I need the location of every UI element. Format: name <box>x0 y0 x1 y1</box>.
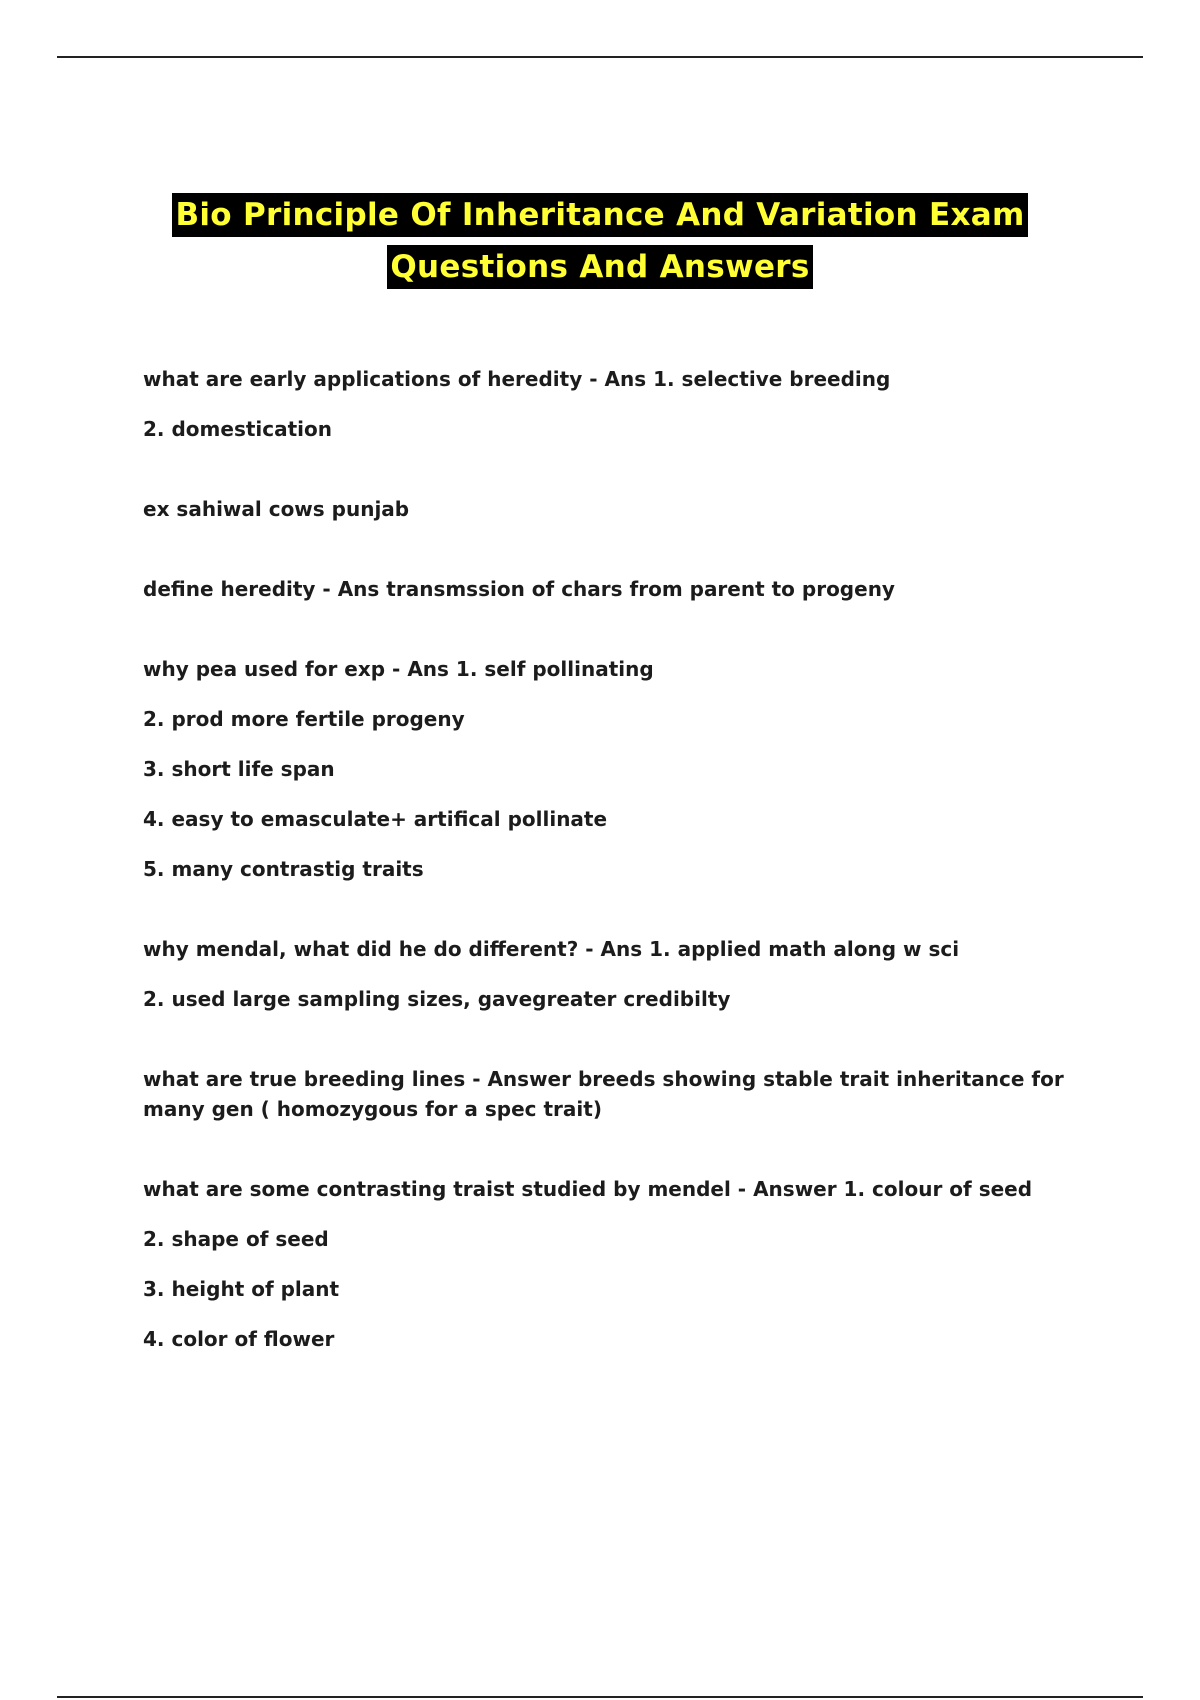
title-line-1: Bio Principle Of Inheritance And Variation Exam <box>172 193 1027 237</box>
qa-line: why mendal, what did he do different? - Ans 1. applied math along w sci <box>143 937 960 961</box>
qa-line: ex sahiwal cows punjab <box>143 497 410 521</box>
qa-line: define heredity - Ans transmssion of chars from parent to progeny <box>143 577 895 601</box>
qa-line: 2. used large sampling sizes, gavegreater credibilty <box>143 987 731 1011</box>
qa-item <box>143 654 1083 884</box>
qa-item <box>143 1174 1083 1354</box>
qa-line: why pea used for exp - Ans 1. self pollinating <box>143 657 654 681</box>
qa-line: 2. shape of seed <box>143 1227 329 1251</box>
qa-line: what are true breeding lines - Answer breeds showing stable trait inheritance for many gen ( homozygous for a spec trait) <box>143 1067 1064 1121</box>
bottom-rule <box>57 1696 1143 1698</box>
qa-line: 5. many contrastig traits <box>143 857 424 881</box>
qa-item <box>143 364 1083 444</box>
qa-line: 4. color of flower <box>143 1327 335 1351</box>
qa-item <box>143 494 1083 524</box>
top-rule <box>57 56 1143 58</box>
title-line-2: Questions And Answers <box>387 245 812 289</box>
qa-line: 3. short life span <box>143 757 335 781</box>
qa-item <box>143 934 1083 1014</box>
document-title <box>0 193 1200 289</box>
qa-list <box>143 364 1083 1404</box>
qa-line: 2. domestication <box>143 417 333 441</box>
qa-line: what are some contrasting traist studied by mendel - Answer 1. colour of seed <box>143 1177 1033 1201</box>
qa-item <box>143 574 1083 604</box>
qa-line: 2. prod more fertile progeny <box>143 707 465 731</box>
qa-item <box>143 1064 1083 1124</box>
qa-line: 4. easy to emasculate+ artifical pollinate <box>143 807 608 831</box>
qa-line: what are early applications of heredity - Ans 1. selective breeding <box>143 367 891 391</box>
qa-line: 3. height of plant <box>143 1277 340 1301</box>
